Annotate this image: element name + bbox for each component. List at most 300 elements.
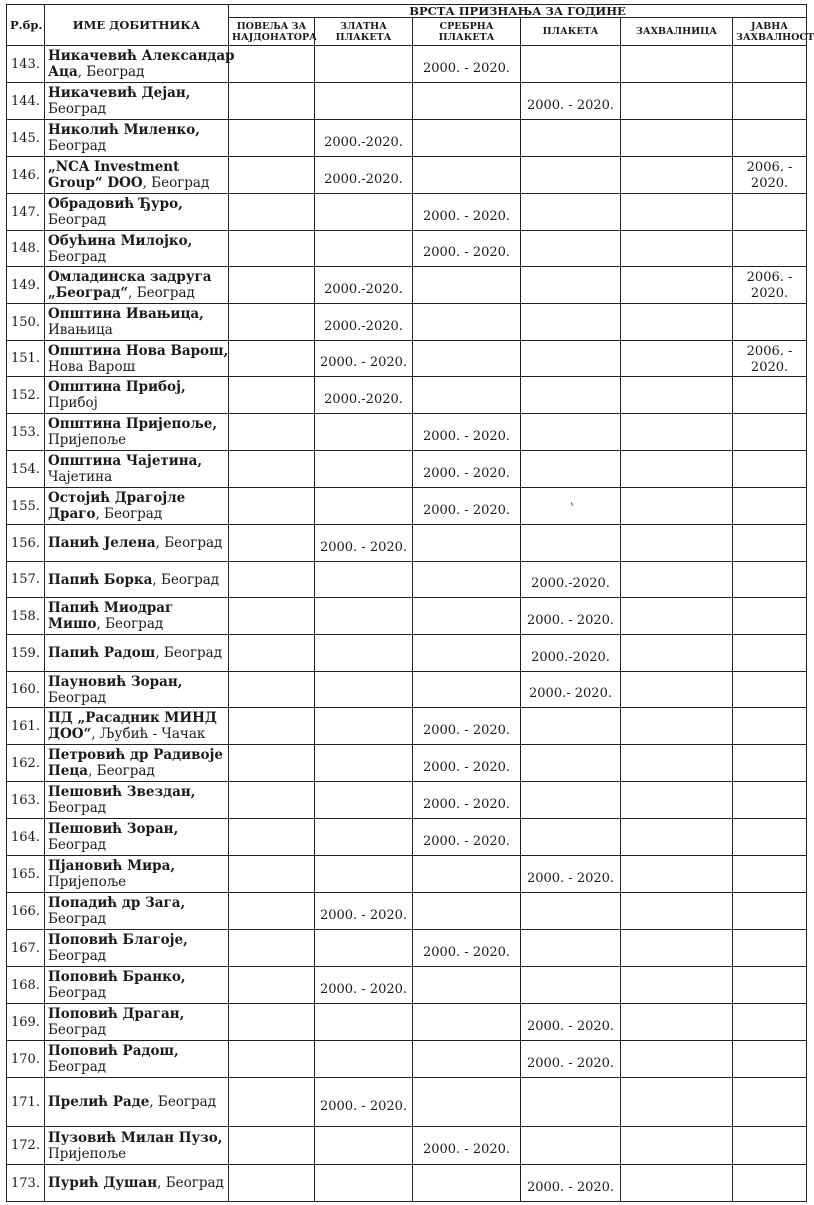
- table-row: [7, 488, 807, 525]
- recipient-city: , Београд: [149, 1094, 217, 1110]
- row-number: 152.: [7, 377, 45, 414]
- award-plaque-cell: [521, 525, 621, 562]
- recipient-city: Београд: [48, 1059, 107, 1075]
- award-gold-cell: [315, 83, 413, 120]
- row-number: 166.: [7, 893, 45, 930]
- row-number: 159.: [7, 635, 45, 672]
- col-header-thanks: [621, 18, 733, 46]
- award-gold-cell: [315, 745, 413, 782]
- recipient-name-bold: Пеца: [48, 763, 89, 779]
- award-silver-cell: [413, 635, 521, 672]
- table-row: [7, 562, 807, 598]
- table-row: [7, 120, 807, 157]
- award-thanks-cell: [621, 231, 733, 267]
- table-row: [7, 83, 807, 120]
- recipient-name: [45, 1041, 229, 1078]
- award-thanks-cell: [621, 194, 733, 231]
- recipient-name: [45, 856, 229, 893]
- recipient-city: Пријепоље: [48, 1145, 127, 1162]
- recipient-name: [45, 304, 229, 341]
- award-silver-cell: 2000. - 2020.: [413, 819, 521, 856]
- recipient-name-bold: Остојић Драгојле: [48, 490, 186, 506]
- table-row: [7, 525, 807, 562]
- recipient-name-bold: ДОО“: [48, 726, 92, 742]
- award-gold-cell: [315, 414, 413, 451]
- award-charter-cell: [229, 819, 315, 856]
- table-row: [7, 451, 807, 488]
- award-charter-cell: [229, 414, 315, 451]
- award-plaque-cell: [521, 930, 621, 967]
- award-public-cell: [733, 194, 807, 231]
- col-group-header: ВРСТА ПРИЗНАЊА ЗА ГОДИНЕ: [229, 5, 807, 18]
- table-row: [7, 1004, 807, 1041]
- award-gold-cell: [315, 782, 413, 819]
- award-thanks-cell: [621, 83, 733, 120]
- col-header-name: ИМЕ ДОБИТНИКА: [45, 5, 229, 46]
- recipient-name-bold: Мишо: [48, 616, 97, 632]
- recipient-name: [45, 83, 229, 120]
- award-thanks-cell: [621, 157, 733, 194]
- recipient-city: Београд: [48, 138, 107, 154]
- award-silver-cell: 2000. - 2020.: [413, 782, 521, 819]
- award-plaque-cell: 2000. - 2020.: [521, 83, 621, 120]
- award-plaque-cell: [521, 377, 621, 414]
- recipient-name-bold: Пузовић Милан Пузо,: [48, 1129, 223, 1146]
- award-plaque-cell: [521, 231, 621, 267]
- award-thanks-cell: [621, 46, 733, 83]
- recipient-name-bold: „NCA Investment: [48, 159, 180, 175]
- award-silver-cell: [413, 967, 521, 1004]
- table-row: [7, 893, 807, 930]
- award-charter-cell: [229, 304, 315, 341]
- row-number: 171.: [7, 1078, 45, 1127]
- award-silver-cell: [413, 856, 521, 893]
- award-silver-cell: [413, 120, 521, 157]
- recipient-name-bold: Општина Ивањица,: [48, 306, 204, 322]
- col-header-plaque: [521, 18, 621, 46]
- awards-table: [6, 3, 814, 1202]
- col-header-gold: [315, 18, 413, 46]
- recipient-name-bold: Петровић др Радивоје: [48, 747, 223, 763]
- award-silver-cell: [413, 562, 521, 598]
- recipient-name-bold: Group“ DOO: [48, 175, 143, 191]
- award-thanks-cell: [621, 304, 733, 341]
- recipient-name: [45, 782, 229, 819]
- table-row: [7, 341, 807, 377]
- table-row: [7, 745, 807, 782]
- table-row: [7, 231, 807, 267]
- recipient-name-bold: Попадић др Зага,: [48, 895, 186, 911]
- award-public-cell: 2006. - 2020.: [733, 157, 807, 194]
- recipient-name: [45, 635, 229, 672]
- award-gold-cell: 2000.-2020.: [315, 304, 413, 341]
- recipient-name: [45, 231, 229, 267]
- recipient-name-bold: Омладинска задруга: [48, 269, 212, 285]
- recipient-name: [45, 708, 229, 745]
- recipient-name-bold: Папић Радош: [48, 645, 156, 661]
- recipient-name-bold: Општина Пријепоље,: [48, 416, 218, 432]
- award-silver-cell: [413, 341, 521, 377]
- recipient-name: [45, 120, 229, 157]
- award-gold-cell: [315, 1041, 413, 1078]
- table-row: [7, 782, 807, 819]
- recipient-name-bold: Драго: [48, 506, 96, 522]
- row-number: 148.: [7, 231, 45, 267]
- row-number: 147.: [7, 194, 45, 231]
- table-row: [7, 267, 807, 304]
- award-gold-cell: [315, 488, 413, 525]
- award-charter-cell: [229, 967, 315, 1004]
- col-header-rbr: Р.бр.: [7, 5, 45, 46]
- row-number: 164.: [7, 819, 45, 856]
- award-thanks-cell: [621, 635, 733, 672]
- recipient-name: [45, 1078, 229, 1127]
- award-thanks-cell: [621, 819, 733, 856]
- award-silver-cell: [413, 157, 521, 194]
- award-gold-cell: [315, 819, 413, 856]
- recipient-city: Београд: [48, 948, 107, 964]
- row-number: 153.: [7, 414, 45, 451]
- award-plaque-cell: 2000. - 2020.: [521, 1165, 621, 1202]
- recipient-name: [45, 745, 229, 782]
- award-thanks-cell: [621, 525, 733, 562]
- award-thanks-cell: [621, 341, 733, 377]
- award-plaque-cell: 2000. - 2020.: [521, 856, 621, 893]
- award-charter-cell: [229, 231, 315, 267]
- row-number: 154.: [7, 451, 45, 488]
- recipient-city: , Београд: [155, 645, 223, 661]
- recipient-city: , Београд: [142, 175, 210, 191]
- row-number: 168.: [7, 967, 45, 1004]
- award-silver-cell: 2000. - 2020.: [413, 1127, 521, 1165]
- award-plaque-cell: 2000.-2020.: [521, 635, 621, 672]
- row-number: 151.: [7, 341, 45, 377]
- award-plaque-cell: [521, 1127, 621, 1165]
- award-thanks-cell: [621, 562, 733, 598]
- award-plaque-cell: [521, 46, 621, 83]
- row-number: 155.: [7, 488, 45, 525]
- table-row: [7, 672, 807, 708]
- recipient-name: [45, 1165, 229, 1202]
- award-public-cell: [733, 525, 807, 562]
- award-public-cell: [733, 856, 807, 893]
- award-public-cell: [733, 46, 807, 83]
- award-thanks-cell: [621, 708, 733, 745]
- award-public-cell: [733, 1165, 807, 1202]
- award-public-cell: [733, 120, 807, 157]
- recipient-city: , Београд: [96, 616, 164, 632]
- award-public-cell: [733, 83, 807, 120]
- award-public-cell: [733, 231, 807, 267]
- award-gold-cell: [315, 562, 413, 598]
- award-gold-cell: [315, 635, 413, 672]
- award-gold-cell: 2000. - 2020.: [315, 525, 413, 562]
- award-public-cell: [733, 1127, 807, 1165]
- row-number: 158.: [7, 598, 45, 635]
- row-number: 160.: [7, 672, 45, 708]
- row-number: 144.: [7, 83, 45, 120]
- row-number: 172.: [7, 1127, 45, 1165]
- award-charter-cell: [229, 598, 315, 635]
- recipient-name: [45, 819, 229, 856]
- award-silver-cell: [413, 377, 521, 414]
- table-row: [7, 967, 807, 1004]
- award-public-cell: [733, 304, 807, 341]
- recipient-name: [45, 414, 229, 451]
- award-silver-cell: [413, 672, 521, 708]
- award-silver-cell: 2000. - 2020.: [413, 930, 521, 967]
- award-thanks-cell: [621, 1127, 733, 1165]
- award-gold-cell: [315, 1165, 413, 1202]
- recipient-name-bold: Панић Јелена: [48, 535, 156, 551]
- award-public-cell: [733, 672, 807, 708]
- recipient-name-bold: Поповић Благоје,: [48, 932, 188, 948]
- award-gold-cell: [315, 708, 413, 745]
- col-header-public: [733, 18, 814, 46]
- recipient-city: , Београд: [155, 535, 223, 551]
- table-row: [7, 819, 807, 856]
- award-public-cell: [733, 377, 807, 414]
- award-plaque-cell: [521, 304, 621, 341]
- recipient-city: , Београд: [152, 571, 220, 588]
- row-number: 150.: [7, 304, 45, 341]
- recipient-name: [45, 893, 229, 930]
- award-public-cell: [733, 930, 807, 967]
- award-thanks-cell: [621, 930, 733, 967]
- col-header-charter: [229, 18, 315, 46]
- award-silver-cell: [413, 267, 521, 304]
- award-thanks-cell: [621, 672, 733, 708]
- award-charter-cell: [229, 157, 315, 194]
- award-public-cell: [733, 635, 807, 672]
- col-header-silver: [413, 18, 521, 46]
- recipient-name: [45, 267, 229, 304]
- award-thanks-cell: [621, 377, 733, 414]
- header-line: ЈАВНА: [751, 20, 789, 32]
- award-plaque-cell: 2000. - 2020.: [521, 598, 621, 635]
- recipient-city: Пријепоље: [48, 432, 127, 448]
- award-plaque-cell: [521, 451, 621, 488]
- award-public-cell: [733, 414, 807, 451]
- row-number: 169.: [7, 1004, 45, 1041]
- row-number: 163.: [7, 782, 45, 819]
- award-silver-cell: [413, 304, 521, 341]
- award-thanks-cell: [621, 1004, 733, 1041]
- award-charter-cell: [229, 930, 315, 967]
- recipient-name: [45, 672, 229, 708]
- recipient-city: , Београд: [77, 64, 145, 80]
- row-number: 156.: [7, 525, 45, 562]
- recipient-name-bold: Никачевић Александар: [48, 48, 235, 64]
- table-row: [7, 414, 807, 451]
- recipient-name-bold: Општина Нова Варош,: [48, 342, 229, 359]
- recipient-name: [45, 967, 229, 1004]
- award-charter-cell: [229, 1165, 315, 1202]
- recipient-name-bold: Прелић Раде: [48, 1094, 150, 1110]
- table-row: [7, 1127, 807, 1165]
- recipient-city: , Београд: [95, 506, 163, 522]
- award-silver-cell: [413, 893, 521, 930]
- table-row: [7, 598, 807, 635]
- award-plaque-cell: [521, 194, 621, 231]
- recipient-name: [45, 377, 229, 414]
- recipient-name: [45, 46, 235, 83]
- row-number: 167.: [7, 930, 45, 967]
- award-charter-cell: [229, 745, 315, 782]
- table-row: [7, 1078, 807, 1127]
- award-public-cell: [733, 1078, 807, 1127]
- award-silver-cell: [413, 1004, 521, 1041]
- row-number: 173.: [7, 1165, 45, 1202]
- recipient-name-bold: Општина Чајетина,: [48, 453, 203, 469]
- recipient-city: Београд: [48, 248, 107, 265]
- award-gold-cell: [315, 856, 413, 893]
- award-gold-cell: 2000.-2020.: [315, 377, 413, 414]
- table-row: [7, 304, 807, 341]
- award-silver-cell: [413, 1165, 521, 1202]
- recipient-name-bold: Обућина Милојко,: [48, 232, 193, 249]
- recipient-city: Београд: [48, 911, 107, 927]
- award-public-cell: 2006. - 2020.: [733, 341, 807, 377]
- award-gold-cell: [315, 598, 413, 635]
- recipient-name: [45, 1127, 229, 1165]
- award-gold-cell: [315, 1127, 413, 1165]
- header-line: ЗАХВАЛНОСТ: [736, 31, 814, 43]
- recipient-name-bold: Општина Прибој,: [48, 379, 186, 395]
- recipient-city: Београд: [48, 1022, 107, 1038]
- header-line: ЗАХВАЛНИЦА: [636, 26, 717, 37]
- recipient-city: Нова Варош: [48, 358, 136, 375]
- award-silver-cell: [413, 83, 521, 120]
- recipient-name-bold: Поповић Драган,: [48, 1006, 185, 1022]
- recipient-name: [45, 451, 229, 488]
- recipient-name: [45, 525, 229, 562]
- row-number: 161.: [7, 708, 45, 745]
- award-plaque-cell: [521, 414, 621, 451]
- award-charter-cell: [229, 635, 315, 672]
- table-row: [7, 635, 807, 672]
- award-gold-cell: 2000. - 2020.: [315, 893, 413, 930]
- recipient-city: Београд: [48, 212, 107, 228]
- table-row: [7, 1165, 807, 1202]
- header-line: ЗЛАТНА ПЛАКЕТА: [335, 20, 392, 43]
- recipient-name: [45, 598, 229, 635]
- award-public-cell: [733, 1041, 807, 1078]
- recipient-name: [45, 562, 229, 598]
- award-silver-cell: 2000. - 2020.: [413, 488, 521, 525]
- award-gold-cell: 2000.-2020.: [315, 157, 413, 194]
- award-public-cell: [733, 1004, 807, 1041]
- award-plaque-cell: [521, 967, 621, 1004]
- recipient-city: Београд: [48, 689, 107, 706]
- award-gold-cell: 2000. - 2020.: [315, 967, 413, 1004]
- award-plaque-cell: 2000.- 2020.: [521, 672, 621, 708]
- stray-mark: `: [564, 501, 577, 519]
- recipient-name-bold: „Београд“: [48, 285, 129, 301]
- award-thanks-cell: [621, 120, 733, 157]
- award-charter-cell: [229, 46, 315, 83]
- header-line: НАЈДОНАТОРА: [232, 31, 317, 43]
- row-number: 146.: [7, 157, 45, 194]
- award-plaque-cell: [521, 120, 621, 157]
- award-charter-cell: [229, 267, 315, 304]
- award-plaque-cell: [521, 819, 621, 856]
- recipient-city: , Београд: [157, 1175, 224, 1191]
- award-plaque-cell: 2000.-2020.: [521, 562, 621, 598]
- award-thanks-cell: [621, 414, 733, 451]
- award-charter-cell: [229, 377, 315, 414]
- recipient-name: [45, 930, 229, 967]
- award-gold-cell: 2000. - 2020.: [315, 341, 413, 377]
- award-public-cell: [733, 967, 807, 1004]
- award-silver-cell: [413, 1041, 521, 1078]
- row-number: 170.: [7, 1041, 45, 1078]
- award-charter-cell: [229, 1041, 315, 1078]
- award-charter-cell: [229, 341, 315, 377]
- table-row: [7, 708, 807, 745]
- row-number: 143.: [7, 46, 45, 83]
- award-silver-cell: 2000. - 2020.: [413, 745, 521, 782]
- award-charter-cell: [229, 893, 315, 930]
- award-silver-cell: 2000. - 2020.: [413, 414, 521, 451]
- award-public-cell: [733, 451, 807, 488]
- table-row: [7, 377, 807, 414]
- award-plaque-cell: [521, 267, 621, 304]
- table-row: [7, 930, 807, 967]
- row-number: 162.: [7, 745, 45, 782]
- award-thanks-cell: [621, 782, 733, 819]
- award-thanks-cell: [621, 856, 733, 893]
- row-number: 157.: [7, 562, 45, 598]
- award-plaque-cell: [521, 893, 621, 930]
- award-charter-cell: [229, 708, 315, 745]
- award-gold-cell: [315, 930, 413, 967]
- award-charter-cell: [229, 782, 315, 819]
- award-thanks-cell: [621, 1165, 733, 1202]
- award-silver-cell: [413, 1078, 521, 1127]
- award-gold-cell: [315, 451, 413, 488]
- recipient-name: [45, 488, 229, 525]
- table-row: [7, 1041, 807, 1078]
- award-public-cell: [733, 708, 807, 745]
- award-plaque-cell: [521, 782, 621, 819]
- award-charter-cell: [229, 451, 315, 488]
- award-silver-cell: 2000. - 2020.: [413, 46, 521, 83]
- recipient-name-bold: Пурић Душан: [48, 1175, 158, 1191]
- recipient-name-bold: Никачевић Дејан,: [48, 85, 191, 101]
- award-gold-cell: [315, 1004, 413, 1041]
- recipient-name-bold: Пауновић Зоран,: [48, 673, 183, 690]
- row-number: 165.: [7, 856, 45, 893]
- award-plaque-cell: [521, 341, 621, 377]
- award-public-cell: [733, 598, 807, 635]
- award-public-cell: [733, 819, 807, 856]
- award-public-cell: [733, 488, 807, 525]
- table-row: [7, 856, 807, 893]
- recipient-name: [45, 1004, 229, 1041]
- recipient-city: , Београд: [88, 763, 155, 779]
- recipient-name-bold: Обрадовић Ђуро,: [48, 196, 183, 212]
- recipient-city: Ивањица: [48, 322, 113, 338]
- award-silver-cell: 2000. - 2020.: [413, 451, 521, 488]
- recipient-city: , Љубић - Чачак: [91, 726, 206, 742]
- award-plaque-cell: [521, 745, 621, 782]
- award-plaque-cell: [521, 708, 621, 745]
- award-gold-cell: 2000.-2020.: [315, 120, 413, 157]
- award-charter-cell: [229, 1004, 315, 1041]
- award-plaque-cell: 2000. - 2020.: [521, 1004, 621, 1041]
- header-line: СРЕБРНА: [439, 20, 494, 32]
